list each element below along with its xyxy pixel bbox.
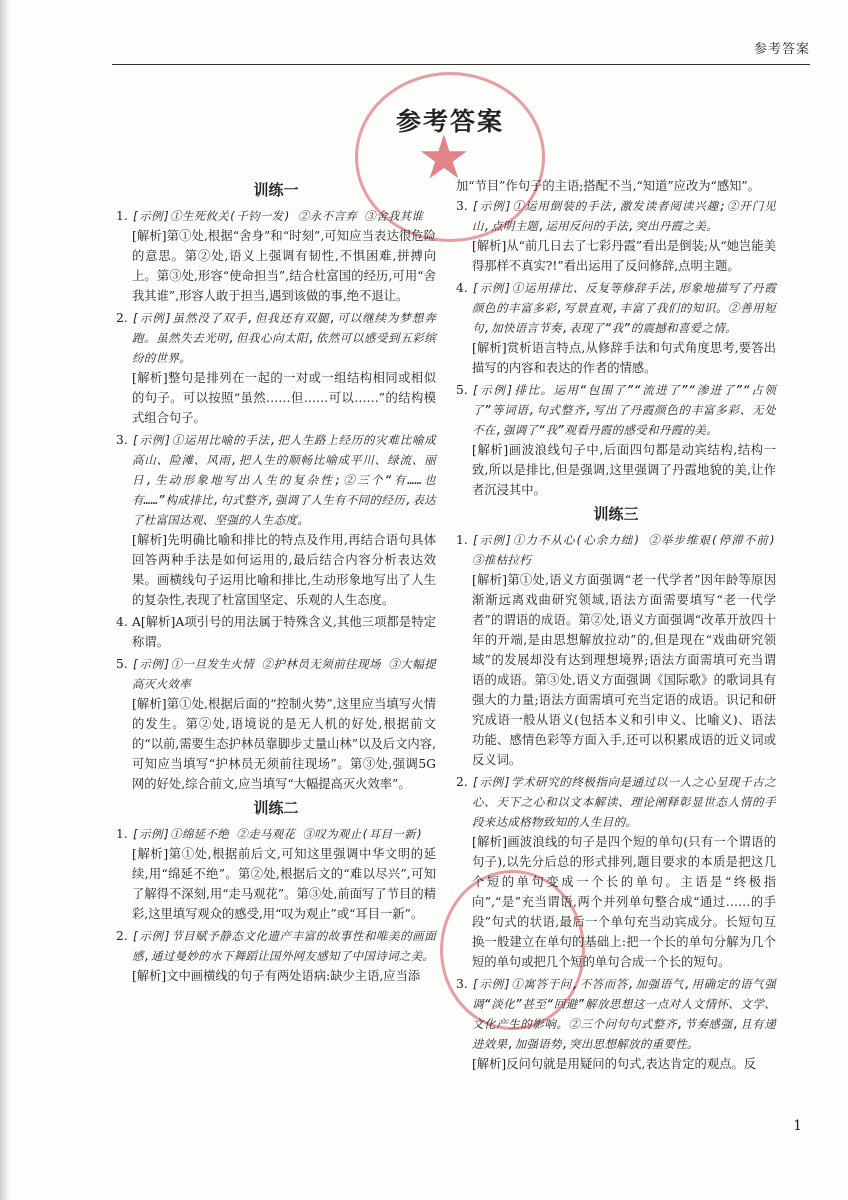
answer-item: 4. [示例]①运用排比、反复等修辞手法,形象地描写了丹霞颜色的丰富多彩,写景直观,丰富了我们的知识。②善用短句,加快语言节奏,表现了“我”的震撼和喜爱之情。 [解析]赏析语言特点,从修辞手法和句式角度思考,要答出描写的内容和表达的作者的情感。 [456, 278, 776, 378]
analysis-text: [解析]整句是排列在一起的一对或一组结构相同或相似的句子。可以按照“虽然……但……可以……”的结构模式组合句子。 [132, 371, 436, 425]
analysis-text: [解析]反问句就是用疑问的句式,表达肯定的观点。反 [472, 1057, 757, 1071]
running-header: 参考答案 [753, 42, 810, 57]
seal-star-icon: ★ [417, 123, 471, 193]
example-text: [示例]①运用排比、反复等修辞手法,形象地描写了丹霞颜色的丰富多彩,写景直观,丰富了我们的知识。②善用短句,加快语言节奏,表现了“我”的震撼和喜爱之情。 [472, 281, 776, 335]
answer-item: 2. [示例]节目赋予静态文化遗产丰富的故事性和唯美的画面感,通过曼妙的水下舞蹈让国外网友感知了中国诗词之美。 [解析]文中画横线的句子有两处语病:缺少主语,应当添 [116, 926, 436, 986]
answer-item: 3. [示例]①运用倒装的手法,激发读者阅读兴趣;②开门见山,点明主题,运用反问的手法,突出丹霞之美。 [解析]从“前几日去了七彩丹霞”看出是倒装;从“她岂能美得那样不真实?!”看出运用了反问修辞,点明主题。 [456, 196, 776, 276]
analysis-text: A[解析]A项引号的用法属于特殊含义,其他三项都是特定称谓。 [132, 615, 436, 649]
analysis-text: [解析]第①处,语义方面强调“老一代学者”因年龄等原因渐渐远离戏曲研究领域,语法方面需要填写“老一代学者”的谓语的成语。第②处,语义方面强调“改革开放四十年的开端,是由思想解放拉动”的,但是现在“戏曲研究领域”的发展却没有达到理想境界;语法方面需填可充当谓语的成语。第③处,语义方面强调《国际歌》的歌词具有强大的力量;语法方面需填可充当定语的成语。识记和研究成语一般从语义(包括本义和引申义、比喻义)、语法功能、感情色彩等方面入手,还可以积累成语的近义词或反义词。 [472, 573, 776, 767]
example-text: [示例]①生死攸关(千钧一发) ②永不言弃 ③舍我其谁 [132, 209, 424, 223]
analysis-text: [解析]画波浪线句子中,后面四句都是动宾结构,结构一致,所以是排比,但是强调,这里强调了丹霞地貌的美,让作者沉浸其中。 [472, 443, 776, 497]
binding-shadow [0, 0, 10, 1200]
answer-item: 1. [示例]①力不从心(心余力绌) ②举步维艰(停滞不前) ③推枯拉朽 [解析]第①处,语义方面强调“老一代学者”因年龄等原因渐渐远离戏曲研究领域,语法方面需要填写“老一代学者”的谓语的成语。第②处,语义方面强调“改革开放四十年的开端,是由思想解放拉动”的,但是现在“戏曲研究领域”的发展却没有达到理想境界;语法方面需填可充当谓语的成语。第③处,语义方面强调《国际歌》的歌词具有强大的力量;语法方面需填可充当定语的成语。识记和研究成语一般从语义(包括本义和引申义、比喻义)、语法功能、感情色彩等方面入手,还可以积累成语的近义词或反义词。 [456, 530, 776, 770]
example-text: [示例]①力不从心(心余力绌) ②举步维艰(停滞不前) ③推枯拉朽 [472, 533, 776, 567]
header-rule [112, 64, 810, 65]
analysis-text: [解析]先明确比喻和排比的特点及作用,再结合语句具体回答两种手法是如何运用的,最后结合内容分析表达效果。画横线句子运用比喻和排比,生动形象地写出了人生的复杂性,表现了杜富国坚定、乐观的人生态度。 [132, 533, 436, 607]
answer-item: 2. [示例]学术研究的终极指向是通过以一人之心呈现千古之心、天下之心和以文本解读、理论阐释彰显世态人情的手段来达成格物致知的人生目的。 [解析]画波浪线的句子是四个短的单句(只有一个谓语的句子),以先分后总的形式排列,题目要求的本质是把这几个短的单句变成一个长的单句。主语是“终极指向”,“是”充当谓语,两个并列单句整合成“通过……的手段”句式的状语,最后一个单句充当动宾成分。长短句互换一般建立在单句的基础上:把一个长的单句分解为几个短的单句或把几个短的单句合成一个长的短句。 [456, 772, 776, 972]
example-text: [示例]学术研究的终极指向是通过以一人之心呈现千古之心、天下之心和以文本解读、理论阐释彰显世态人情的手段来达成格物致知的人生目的。 [472, 775, 776, 829]
answer-item: 5. [示例]①一旦发生火情 ②护林员无须前往现场 ③大幅提高灭火效率 [解析]第①处,根据后面的“控制火势”,这里应当填写火情的发生。第②处,语境说的是无人机的好处,根据前文的“以前,需要生态护林员靠脚步丈量山林”以及后文内容,可知应当填写“护林员无须前往现场”。第③处,强调5G网的好处,综合前文,应当填写“大幅提高灭火效率”。 [116, 654, 436, 794]
answer-item: 2. [示例]虽然没了双手,但我还有双腿,可以继续为梦想奔跑。虽然失去光明,但我心向太阳,依然可以感受到五彩缤纷的世界。 [解析]整句是排列在一起的一对或一组结构相同或相似的句子。可以按照“虽然……但……可以……”的结构模式组合句子。 [116, 308, 436, 428]
example-text: [示例]①寓答于问,不答而答,加强语气,用确定的语气强调“淡化”甚至“回避”解放思想这一点对人文情怀、文学、文化产生的影响。②三个问句句式整齐,节奏感强,且有递进效果,加强语势,突出思想解放的重要性。 [472, 977, 776, 1051]
analysis-text: [解析]第①处,根据后面的“控制火势”,这里应当填写火情的发生。第②处,语境说的是无人机的好处,根据前文的“以前,需要生态护林员靠脚步丈量山林”以及后文内容,可知应当填写“护林员无须前往现场”。第③处,强调5G网的好处,综合前文,应当填写“大幅提高灭火效率”。 [132, 697, 436, 791]
section-title: 训练二 [253, 799, 299, 817]
section-title: 训练三 [593, 505, 639, 523]
answer-item: 4. A[解析]A项引号的用法属于特殊含义,其他三项都是特定称谓。 [116, 612, 436, 652]
page-number: 1 [793, 1118, 802, 1134]
answer-item: 1. [示例]①生死攸关(千钧一发) ②永不言弃 ③舍我其谁 [解析]第①处,根据“舍身”和“时刻”,可知应当表达很危险的意思。第②处,语义上强调有韧性,不惧困难,拼搏向上。第③处,形容“使命担当”,结合杜富国的经历,可用“舍我其谁”,形容人敢于担当,遇到该做的事,绝不退让。 [116, 206, 436, 306]
left-column [116, 176, 436, 988]
example-text: [示例]①一旦发生火情 ②护林员无须前往现场 ③大幅提高灭火效率 [132, 657, 436, 691]
right-column [456, 176, 776, 1076]
answer-item: 5. [示例]排比。运用“包围了”“流进了”“渗进了”“占领了”等词语,句式整齐,写出了丹霞颜色的丰富多彩、无处不在,强调了“我”观看丹霞的感受和丹霞的美。 [解析]画波浪线句子中,后面四句都是动宾结构,结构一致,所以是排比,但是强调,这里强调了丹霞地貌的美,让作者沉浸其中。 [456, 380, 776, 500]
example-text: [示例]①绵延不绝 ②走马观花 ③叹为观止(耳目一新) [132, 827, 424, 841]
answer-item: 1. [示例]①绵延不绝 ②走马观花 ③叹为观止(耳目一新) [解析]第①处,根据前后文,可知这里强调中华文明的延续,用“绵延不绝”。第②处,根据后文的“难以尽兴”,可知了解得不深刻,用“走马观花”。第③处,前面写了节目的精彩,这里填写观众的感受,用“叹为观止”或“耳目一新”。 [116, 824, 436, 924]
analysis-text: [解析]从“前几日去了七彩丹霞”看出是倒装;从“她岂能美得那样不真实?!”看出运用了反问修辞,点明主题。 [472, 239, 776, 273]
example-text: [示例]①运用倒装的手法,激发读者阅读兴趣;②开门见山,点明主题,运用反问的手法,突出丹霞之美。 [472, 199, 776, 233]
example-text: [示例]排比。运用“包围了”“流进了”“渗进了”“占领了”等词语,句式整齐,写出了丹霞颜色的丰富多彩、无处不在,强调了“我”观看丹霞的感受和丹霞的美。 [472, 383, 776, 437]
answer-item: 3. [示例]①寓答于问,不答而答,加强语气,用确定的语气强调“淡化”甚至“回避”解放思想这一点对人文情怀、文学、文化产生的影响。②三个问句句式整齐,节奏感强,且有递进效果,加强语势,突出思想解放的重要性。 [解析]反问句就是用疑问的句式,表达肯定的观点。反 [456, 974, 776, 1074]
example-text: [示例]①运用比喻的手法,把人生路上经历的灾难比喻成高山、险滩、风雨,把人生的顺畅比喻成平川、绿流、丽日,生动形象地写出人生的复杂性;②三个“有……也有……”构成排比,句式整齐,强调了人生有不同的经历,表达了杜富国达观、坚强的人生态度。 [132, 433, 436, 527]
page-title: 参考答案 [395, 107, 504, 136]
answer-item: 3. [示例]①运用比喻的手法,把人生路上经历的灾难比喻成高山、险滩、风雨,把人生的顺畅比喻成平川、绿流、丽日,生动形象地写出人生的复杂性;②三个“有……也有……”构成排比,句式整齐,强调了人生有不同的经历,表达了杜富国达观、坚强的人生态度。 [解析]先明确比喻和排比的特点及作用,再结合语句具体回答两种手法是如何运用的,最后结合内容分析表达效果。画横线句子运用比喻和排比,生动形象地写出了人生的复杂性,表现了杜富国坚定、乐观的人生态度。 [116, 430, 436, 610]
continued-text: 加“节目”作句子的主语;搭配不当,“知道”应改为“感知”。 [456, 179, 761, 193]
example-text: [示例]节目赋予静态文化遗产丰富的故事性和唯美的画面感,通过曼妙的水下舞蹈让国外网友感知了中国诗词之美。 [132, 929, 436, 963]
section-title: 训练一 [253, 181, 299, 199]
analysis-text: [解析]第①处,根据前后文,可知这里强调中华文明的延续,用“绵延不绝”。第②处,根据后文的“难以尽兴”,可知了解得不深刻,用“走马观花”。第③处,前面写了节目的精彩,这里填写观众的感受,用“叹为观止”或“耳目一新”。 [132, 847, 436, 921]
analysis-text: [解析]第①处,根据“舍身”和“时刻”,可知应当表达很危险的意思。第②处,语义上强调有韧性,不惧困难,拼搏向上。第③处,形容“使命担当”,结合杜富国的经历,可用“舍我其谁”,形容人敢于担当,遇到该做的事,绝不退让。 [132, 229, 436, 303]
example-text: [示例]虽然没了双手,但我还有双腿,可以继续为梦想奔跑。虽然失去光明,但我心向太阳,依然可以感受到五彩缤纷的世界。 [132, 311, 436, 365]
analysis-text: [解析]文中画横线的句子有两处语病:缺少主语,应当添 [132, 969, 421, 983]
analysis-text: [解析]画波浪线的句子是四个短的单句(只有一个谓语的句子),以先分后总的形式排列,题目要求的本质是把这几个短的单句变成一个长的单句。主语是“终极指向”,“是”充当谓语,两个并列单句整合成“通过……的手段”句式的状语,最后一个单句充当动宾成分。长短句互换一般建立在单句的基础上:把一个长的单句分解为几个短的单句或把几个短的单句合成一个长的短句。 [472, 835, 776, 969]
analysis-text: [解析]赏析语言特点,从修辞手法和句式角度思考,要答出描写的内容和表达的作者的情感。 [472, 341, 776, 375]
